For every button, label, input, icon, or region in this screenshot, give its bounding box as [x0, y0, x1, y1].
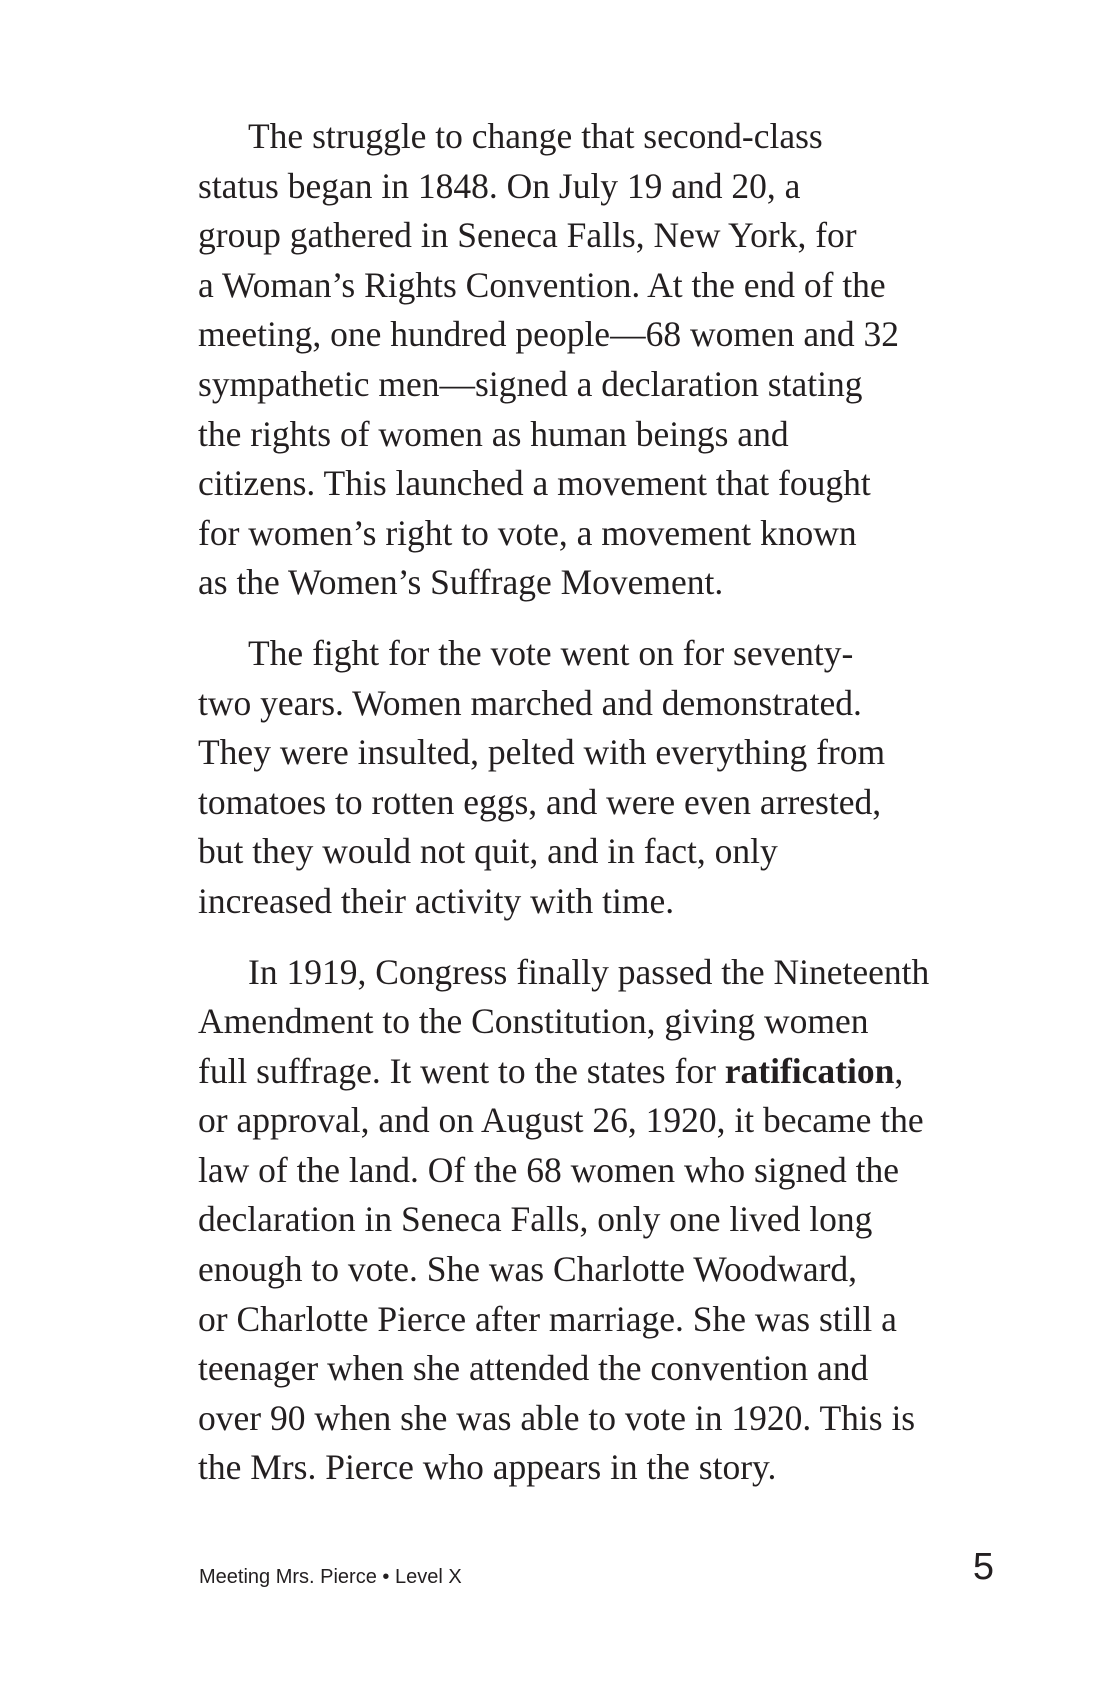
text-line: In 1919, Congress finally passed the Nineteenth — [248, 951, 930, 992]
text-line: two years. Women marched and demonstrated. — [198, 682, 862, 723]
text-line: the Mrs. Pierce who appears in the story. — [198, 1447, 777, 1488]
paragraph-1 — [198, 112, 998, 608]
text-line: They were insulted, pelted with everything from — [198, 732, 886, 773]
text-line: for women’s right to vote, a movement known — [198, 512, 857, 553]
text-line: sympathetic men—signed a declaration stating — [198, 363, 863, 404]
text-line: citizens. This launched a movement that fought — [198, 463, 871, 504]
text-line: declaration in Seneca Falls, only one lived long — [198, 1199, 873, 1240]
text-line: The fight for the vote went on for seventy- — [248, 632, 854, 673]
text-line: group gathered in Seneca Falls, New York, for — [198, 215, 857, 256]
text-line: Amendment to the Constitution, giving women — [198, 1001, 869, 1042]
text-line: but they would not quit, and in fact, only — [198, 831, 778, 872]
page-number: 5 — [972, 1546, 994, 1588]
text-line: increased their activity with time. — [198, 880, 675, 921]
text-line: enough to vote. She was Charlotte Woodward, — [198, 1249, 858, 1290]
page-body — [198, 112, 998, 1514]
text-line: meeting, one hundred people—68 women and 32 — [198, 314, 899, 355]
text-line: law of the land. Of the 68 women who signed the — [198, 1149, 899, 1190]
footer-book-info: Meeting Mrs. Pierce • Level X — [199, 1566, 462, 1588]
text-line: a Woman’s Rights Convention. At the end of the — [198, 264, 886, 305]
text-segment: full suffrage. It went to the states for — [198, 1050, 725, 1091]
vocabulary-word: ratification — [724, 1050, 895, 1091]
text-line: or Charlotte Pierce after marriage. She was still a — [198, 1298, 897, 1339]
text-line: over 90 when she was able to vote in 1920. This is — [198, 1397, 916, 1438]
paragraph-2 — [198, 629, 998, 927]
text-line-with-vocabulary — [198, 1047, 998, 1097]
text-line: the rights of women as human beings and — [198, 413, 789, 454]
text-line: teenager when she attended the convention and — [198, 1348, 869, 1389]
text-line: status began in 1848. On July 19 and 20, a — [198, 165, 801, 206]
text-line: tomatoes to rotten eggs, and were even arrested, — [198, 781, 882, 822]
paragraph-3 — [198, 948, 998, 1494]
text-line: or approval, and on August 26, 1920, it became the — [198, 1100, 924, 1141]
text-line: as the Women’s Suffrage Movement. — [198, 562, 724, 603]
text-line: The struggle to change that second-class — [248, 116, 823, 156]
text-segment: , — [894, 1050, 904, 1091]
